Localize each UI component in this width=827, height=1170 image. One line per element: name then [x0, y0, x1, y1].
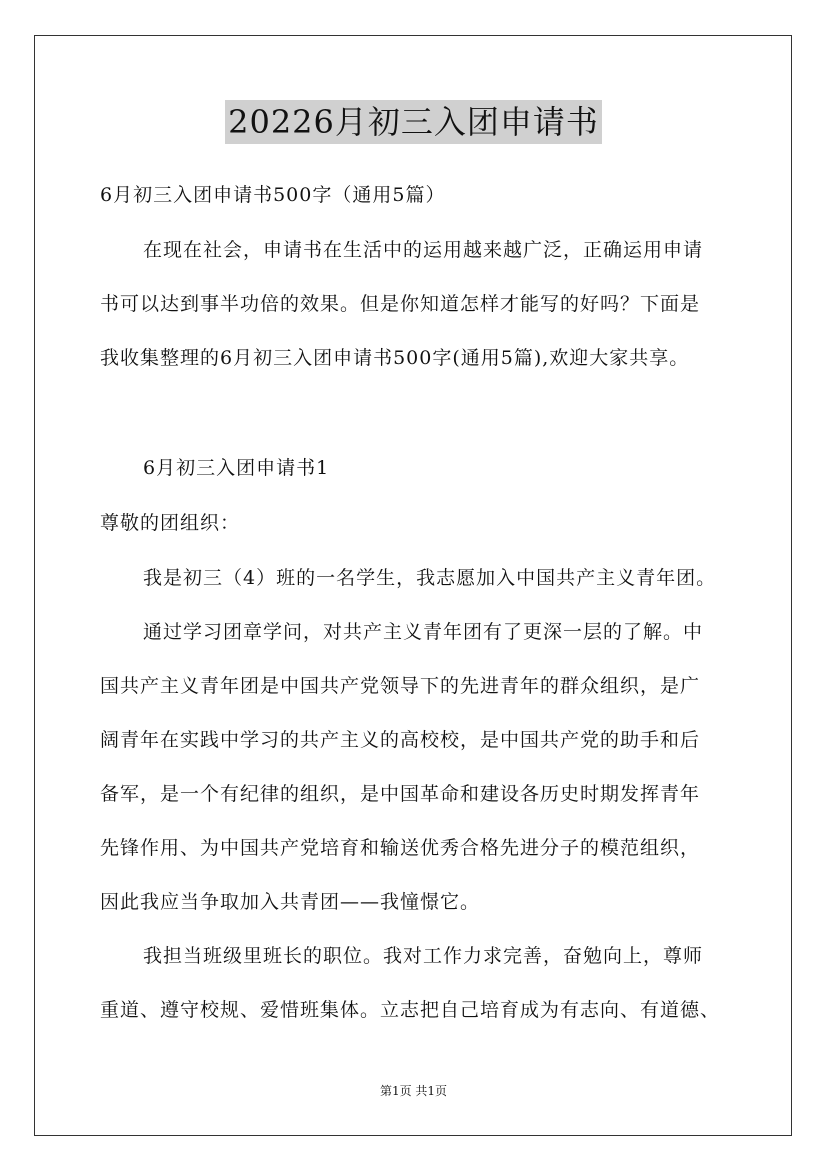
title-container — [0, 100, 827, 144]
paragraph-line: 国共产主义青年团是中国共产党领导下的先进青年的群众组织，是广 — [100, 675, 701, 697]
paragraph-line: 通过学习团章学问，对共产主义青年团有了更深一层的了解。中 — [143, 621, 704, 643]
salutation: 尊敬的团组织： — [100, 512, 241, 534]
section-heading: 6月初三入团申请书1 — [143, 457, 330, 479]
subtitle-line: 6月初三入团申请书500字（通用5篇） — [100, 184, 446, 206]
paragraph-line: 在现在社会，申请书在生活中的运用越来越广泛，正确运用申请 — [143, 239, 704, 261]
paragraph-line: 先锋作用、为中国共产党培育和输送优秀合格先进分子的模范组织， — [100, 837, 701, 859]
paragraph-line: 重道、遵守校规、爱惜班集体。立志把自己培育成为有志向、有道德、 — [100, 999, 721, 1021]
paragraph-line: 因此我应当争取加入共青团——我憧憬它。 — [100, 891, 481, 913]
paragraph-line: 书可以达到事半功倍的效果。但是你知道怎样才能写的好吗？下面是 — [100, 293, 701, 315]
paragraph-line: 阔青年在实践中学习的共产主义的高校校，是中国共产党的助手和后 — [100, 729, 701, 751]
paragraph-line: 我担当班级里班长的职位。我对工作力求完善，奋勉向上，尊师 — [143, 945, 704, 967]
paragraph-line: 我收集整理的6月初三入团申请书500字(通用5篇),欢迎大家共享。 — [100, 347, 690, 369]
document-title: 20226月初三入团申请书 — [225, 100, 602, 144]
paragraph-line: 备军，是一个有纪律的组织，是中国革命和建设各历史时期发挥青年 — [100, 783, 701, 805]
paragraph-line: 我是初三（4）班的一名学生，我志愿加入中国共产主义青年团。 — [143, 567, 717, 589]
page-footer: 第1页 共1页 — [379, 1084, 448, 1098]
